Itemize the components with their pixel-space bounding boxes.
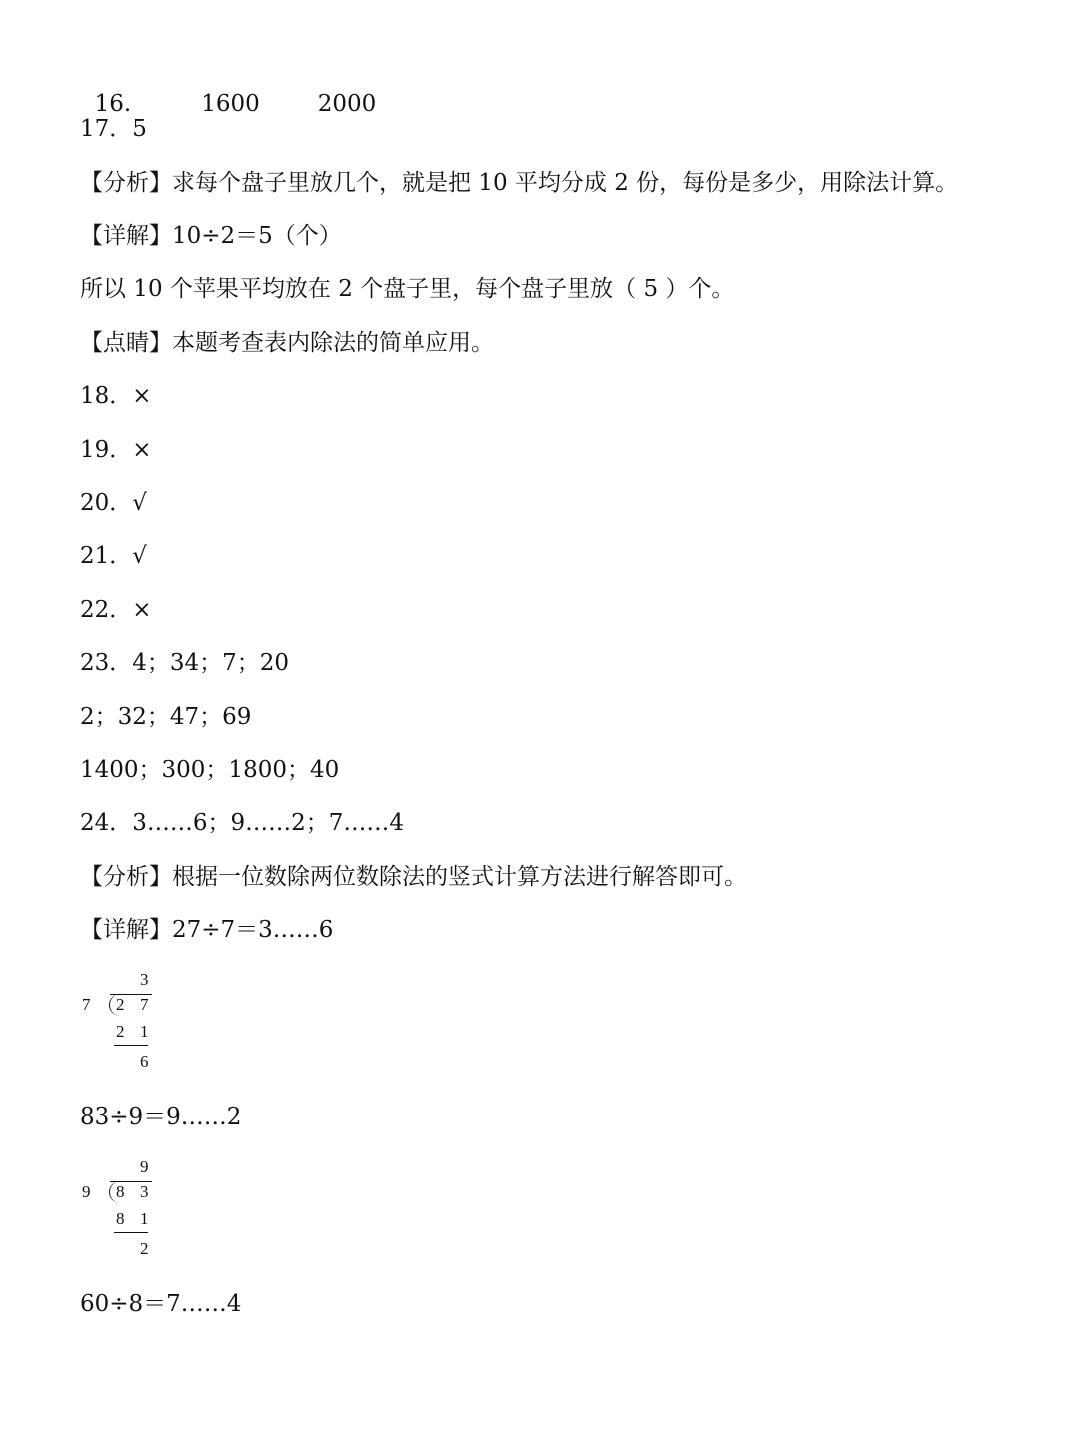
ld1-quotient: 3 [140,970,149,989]
answer-21: 21．√ [80,543,147,569]
ld1-dividend-tens: 2 [116,995,125,1014]
ld1-sub-bar [114,1045,148,1046]
ld2-dividend-ones: 3 [140,1182,149,1201]
answer-24: 24．3……6；9……2；7……4 [80,810,405,836]
ld2-product-tens: 8 [116,1209,125,1228]
ld2-remainder: 2 [140,1239,149,1258]
answer-20: 20．√ [80,490,147,516]
answer-18: 18．× [80,383,152,409]
ld2-product-ones: 1 [140,1209,149,1228]
comment-17: 【点睛】本题考查表内除法的简单应用。 [80,330,494,356]
ld1-product-tens: 2 [116,1022,125,1041]
ld2-sub-bar [114,1232,148,1233]
answer-16-b: 2000 [317,91,377,117]
conclusion-17: 所以 10 个苹果平均放在 2 个盘子里，每个盘子里放（ 5 ）个。 [80,276,735,302]
answer-17: 17．5 [80,116,147,142]
ld2-quotient: 9 [140,1157,149,1176]
answer-16-a: 1600 [201,91,260,117]
ld2-divisor: 9 [82,1182,91,1201]
answer-16 [80,62,376,118]
ld1-product-ones: 1 [140,1022,149,1041]
answer-19: 19．× [80,437,152,463]
detail-17: 【详解】10÷2＝5（个） [80,223,342,249]
long-division-1 [78,968,198,1078]
ld1-remainder: 6 [140,1052,149,1071]
detail-24: 【详解】27÷7＝3……6 [80,917,334,943]
answer-23-line1: 23．4；34；7；20 [80,650,290,676]
analysis-17: 【分析】求每个盘子里放几个，就是把 10 平均分成 2 份，每份是多少，用除法计算。 [80,170,959,196]
answer-22: 22．× [80,597,152,623]
ld2-dividend-tens: 8 [116,1182,125,1201]
answer-23-line2: 2；32；47；69 [80,704,252,730]
answer-16-num: 16. [94,91,132,117]
equation-83-div-9: 83÷9＝9……2 [80,1104,242,1130]
equation-60-div-8: 60÷8＝7……4 [80,1291,242,1317]
analysis-24: 【分析】根据一位数除两位数除法的竖式计算方法进行解答即可。 [80,864,747,890]
long-division-2 [78,1155,198,1265]
ld1-divisor: 7 [82,995,91,1014]
ld1-dividend-ones: 7 [140,995,149,1014]
answer-23-line3: 1400；300；1800；40 [80,757,340,783]
